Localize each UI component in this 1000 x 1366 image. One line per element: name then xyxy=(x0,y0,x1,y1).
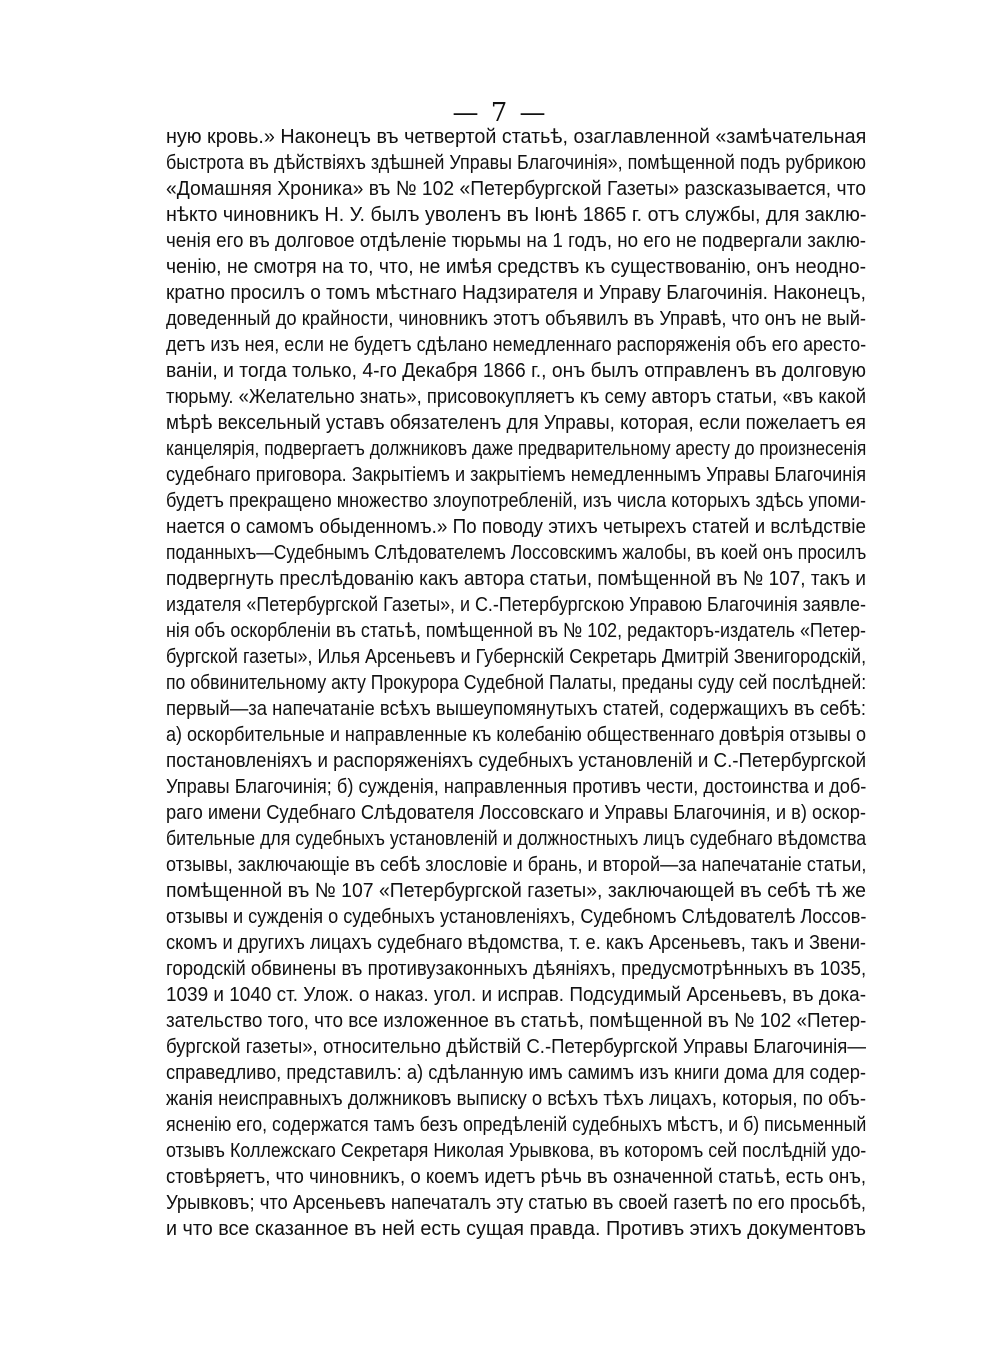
text-line: помѣщенной въ № 107 «Петербургской газеты», заключающей въ себѣ тѣ же xyxy=(166,879,866,902)
text-line: отзывъ Коллежскаго Секретаря Николая Урывкова, въ которомъ сей послѣдній удо- xyxy=(166,1139,867,1162)
text-line: по обвинительному акту Прокурора Судебной Палаты, преданы суду сей послѣдней: xyxy=(166,671,867,694)
text-line: канцелярія, подвергаетъ должниковъ даже предварительному аресту до произнесенія xyxy=(166,437,867,460)
text-line: зательство того, что все изложенное въ статьѣ, помѣщенной въ № 102 «Петер- xyxy=(166,1009,867,1032)
text-line: постановленіяхъ и распоряженіяхъ судебныхъ установленій и С.-Петербургской xyxy=(166,749,867,772)
text-line: ясненію его, содержатся тамъ безъ опредѣленій судебныхъ мѣстъ, и б) письменный xyxy=(166,1113,867,1136)
text-line: кратно просилъ о томъ мѣстнаго Надзирателя и Управу Благочинія. Наконецъ, xyxy=(166,281,866,304)
text-line: бургской газеты», Илья Арсеньевъ и Губернскій Секретарь Дмитрій Звенигородскій, xyxy=(166,645,867,668)
text-line: доведенный до крайности, чиновникъ этотъ объявилъ въ Управѣ, что онъ не вый- xyxy=(166,307,867,330)
text-line: издателя «Петербургской Газеты», и С.-Петербургскою Управою Благочинія заявле- xyxy=(166,593,866,616)
text-line: тюрьму. «Желательно знать», присовокупляетъ къ сему авторъ статьи, «въ какой xyxy=(166,385,867,408)
text-line: быстрота въ дѣйствіяхъ здѣшней Управы Благочинія», помѣщенной подъ рубрикою xyxy=(166,151,866,174)
text-line: справедливо, представилъ: а) сдѣланную имъ самимъ изъ книги дома для содер- xyxy=(166,1061,867,1084)
text-line: скомъ и другихъ лицахъ судебнаго вѣдомства, т. е. какъ Арсеньевъ, такъ и Звени- xyxy=(166,931,867,954)
text-line: стовѣряетъ, что чиновникъ, о коемъ идетъ рѣчь въ означенной статьѣ, есть онъ, xyxy=(166,1165,867,1188)
text-line: а) оскорбительные и направленные къ колебанію общественнаго довѣрія отзывы о xyxy=(166,723,867,746)
text-line: нія объ оскорбленіи въ статьѣ, помѣщенной въ № 102, редакторъ-издатель «Петер- xyxy=(166,619,866,642)
text-line: отзывы и сужденія о судебныхъ установленіяхъ, Судебномъ Слѣдователѣ Лоссов- xyxy=(166,905,867,928)
text-line: детъ изъ нея, если не будетъ сдѣлано немедленнаго распоряженія объ его аресто- xyxy=(166,333,867,356)
text-line: отзывы, заключающіе въ себѣ злословіе и брань, и второй—за напечатаніе статьи, xyxy=(166,853,867,876)
text-line: судебнаго приговора. Закрытіемъ и закрытіемъ немедленнымъ Управы Благочинія xyxy=(166,463,867,486)
text-line: будетъ прекращено множество злоупотребленій, изъ числа которыхъ здѣсь упоми- xyxy=(166,489,866,512)
text-line: нѣкто чиновникъ Н. У. былъ уволенъ въ Іюнѣ 1865 г. отъ службы, для заклю- xyxy=(166,203,867,226)
text-line: бительные для судебныхъ установленій и должностныхъ лицъ судебнаго вѣдомства xyxy=(166,827,867,850)
page-number: — 7 — xyxy=(452,98,548,128)
text-line: подвергнуть преслѣдованію какъ автора статьи, помѣщенной въ № 107, такъ и xyxy=(166,567,866,590)
text-line: «Домашняя Хроника» въ № 102 «Петербургской Газеты» разсказывается, что xyxy=(166,177,866,200)
text-line: раго имени Судебнаго Слѣдователя Лоссовскаго и Управы Благочинія, и в) оскор- xyxy=(166,801,866,824)
text-line: и что все сказанное въ ней есть сущая правда. Противъ этихъ документовъ xyxy=(166,1217,866,1240)
text-line: Урывковъ; что Арсеньевъ напечаталъ эту статью въ своей газетѣ по его просьбѣ, xyxy=(166,1191,867,1214)
text-line: ную кровь.» Наконецъ въ четвертой статьѣ, озаглавленной «замѣчательная xyxy=(166,125,867,148)
text-line: Управы Благочинія; б) сужденія, направленныя противъ чести, достоинства и доб- xyxy=(166,775,867,798)
text-line: ченію, не смотря на то, что, не имѣя средствъ къ существованію, онъ неодно- xyxy=(166,255,867,278)
text-line: ченія его въ долговое отдѣленіе тюрьмы на 1 годъ, но его не подвергали заклю- xyxy=(166,229,867,252)
body-text xyxy=(166,124,866,1242)
text-line: жанія неисправныхъ должниковъ выписку о всѣхъ тѣхъ лицахъ, которыя, по объ- xyxy=(166,1087,866,1110)
text-line: 1039 и 1040 ст. Улож. о наказ. угол. и исправ. Подсудимый Арсеньевъ, въ дока- xyxy=(166,983,867,1006)
text-line: городскій обвинены въ противузаконныхъ дѣяніяхъ, предусмотрѣнныхъ въ 1035, xyxy=(166,957,867,980)
text-line: бургской газеты», относительно дѣйствій С.-Петербургской Управы Благочинія— xyxy=(166,1035,866,1058)
text-line: мѣрѣ вексельный уставъ обязателенъ для Управы, которая, если пожелаетъ ея xyxy=(166,411,866,434)
text-line: ваніи, и тогда только, 4-го Декабря 1866 г., онъ былъ отправленъ въ долговую xyxy=(166,359,867,382)
text-line: первый—за напечатаніе всѣхъ вышеупомянутыхъ статей, содержащихъ въ себѣ: xyxy=(166,697,866,720)
text-line: поданныхъ—Судебнымъ Слѣдователемъ Лоссовскимъ жалобы, въ коей онъ просилъ xyxy=(166,541,867,564)
text-line: нается о самомъ обыденномъ.» По поводу этихъ четырехъ статей и вслѣдствіе xyxy=(166,515,866,538)
